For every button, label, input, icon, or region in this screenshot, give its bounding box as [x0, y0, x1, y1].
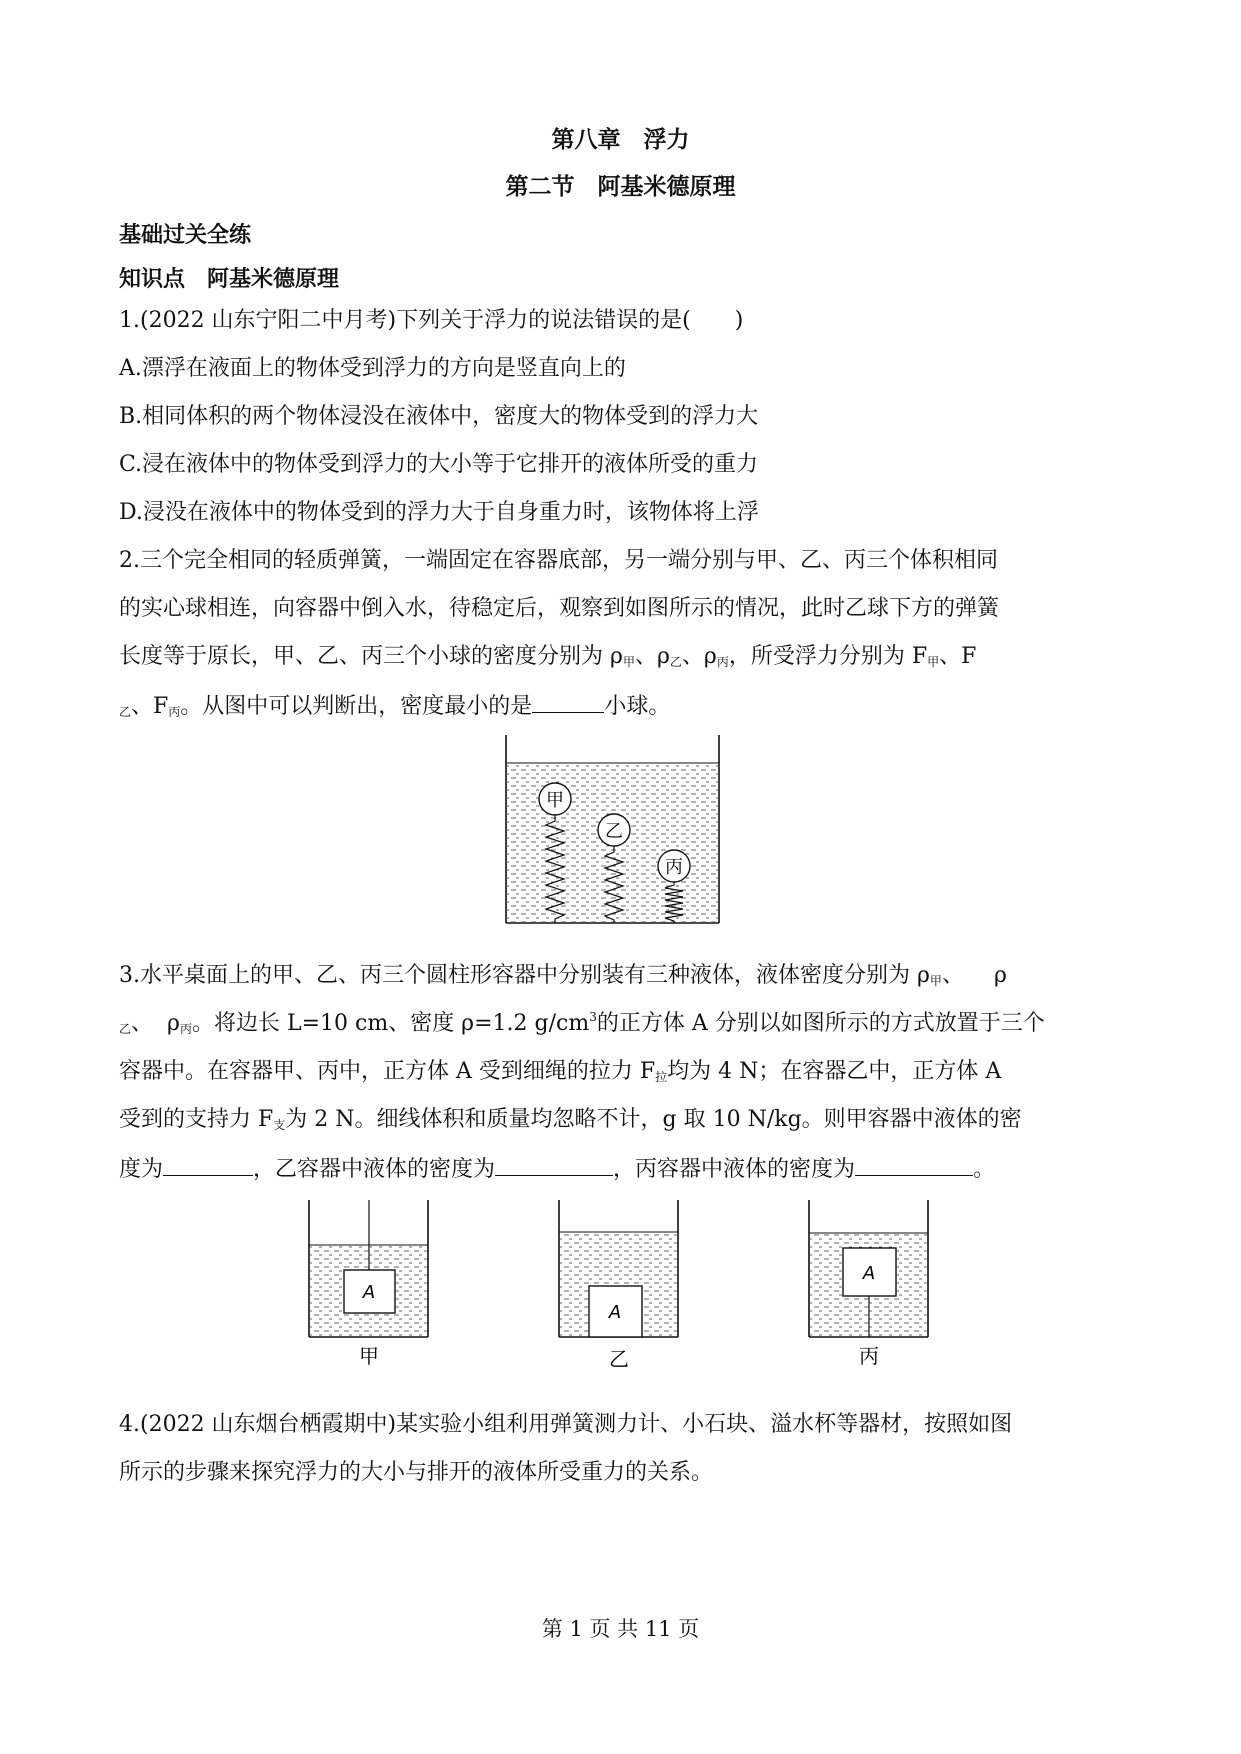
q1-option-d: D.浸没在液体中的物体受到的浮力大于自身重力时，该物体将上浮 [119, 500, 759, 525]
q3-text: 度为 [119, 1157, 164, 1182]
page-number: 第 1 页 共 11 页 [541, 1617, 700, 1641]
caption-bing: 丙 [859, 1344, 879, 1368]
q3-text: 。 [973, 1157, 996, 1182]
q2-line1: 2.三个完全相同的轻质弹簧，一端固定在容器底部，另一端分别与甲、乙、丙三个体积相同 [119, 548, 998, 573]
cube-a-label: A [862, 1263, 876, 1284]
q3-text: ρ [167, 1011, 180, 1036]
q3-text: 3.水平桌面上的甲、乙、丙三个圆柱形容器中分别装有三种液体，液体密度分别为 ρ [119, 963, 930, 988]
section-title: 第二节 阿基米德原理 [505, 174, 736, 200]
answer-blank-yi[interactable] [495, 1153, 613, 1176]
q1-option-b: B.相同体积的两个物体浸没在液体中，密度大的物体受到的浮力大 [119, 404, 759, 429]
subscript: 拉 [655, 1070, 668, 1084]
chapter-title: 第八章 浮力 [551, 127, 690, 153]
subscript: 丙 [179, 1022, 192, 1036]
q4-line2: 所示的步骤来探究浮力的大小与排开的液体所受重力的关系。 [119, 1460, 714, 1485]
q3-text: 。将边长 L=10 cm、密度 ρ=1.2 g/cm [191, 1011, 590, 1036]
q3-text: ρ [993, 963, 1007, 988]
caption-yi: 乙 [609, 1347, 629, 1371]
answer-blank[interactable] [532, 690, 604, 713]
q2-line4 [119, 690, 670, 724]
q3-text: 的正方体 A 分别以如图所示的方式放置于三个 [596, 1011, 1045, 1036]
q3-text: 均为 4 N；在容器乙中，正方体 A [667, 1059, 1002, 1084]
subscript: 甲 [622, 655, 635, 669]
q3-text: 容器中。在容器甲、丙中，正方体 A 受到细绳的拉力 F [119, 1059, 656, 1084]
q2-spring-container-figure [500, 735, 726, 927]
q2-text: 长度等于原长，甲、乙、丙三个小球的密度分别为 ρ [119, 644, 623, 669]
q3-line4 [119, 1105, 1022, 1137]
q3-container-bing-figure [803, 1200, 935, 1370]
cube-a-label: A [608, 1302, 622, 1323]
subscript: 乙 [669, 655, 682, 669]
answer-blank-bing[interactable] [855, 1153, 973, 1176]
q2-text: 、F [131, 694, 169, 719]
q3-line1 [119, 961, 1007, 993]
subscript: 丙 [716, 655, 729, 669]
q4-line1: 4.(2022 山东烟台栖霞期中)某实验小组利用弹簧测力计、小石块、溢水杯等器材，按照如图 [119, 1412, 1013, 1437]
exercise-heading: 基础过关全练 [119, 223, 252, 248]
q3-text: 、 [131, 1011, 154, 1036]
q3-line2 [119, 1009, 1045, 1041]
q2-text: ，所受浮力分别为 F [728, 644, 928, 669]
q3-line5 [119, 1153, 995, 1185]
q3-text: ，丙容器中液体的密度为 [613, 1157, 856, 1182]
q2-line2: 的实心球相连，向容器中倒入水，待稳定后，观察到如图所示的情况，此时乙球下方的弹簧 [119, 596, 1000, 621]
q3-text: 为 2 N。细线体积和质量均忽略不计，g 取 10 N/kg。则甲容器中液体的密 [285, 1107, 1022, 1132]
ball-yi-label: 乙 [605, 821, 623, 842]
subscript: 乙 [119, 1022, 132, 1036]
subscript: 支 [273, 1118, 286, 1132]
q2-text: 。从图中可以判断出，密度最小的是 [180, 694, 533, 719]
ball-jia-label: 甲 [546, 790, 564, 811]
q3-text: 受到的支持力 F [119, 1107, 274, 1132]
ball-bing-label: 丙 [665, 857, 683, 878]
q3-line3 [119, 1057, 1001, 1089]
cube-a-label: A [362, 1282, 376, 1303]
q2-text: 、F [939, 644, 977, 669]
q1-option-a: A.漂浮在液面上的物体受到浮力的方向是竖直向上的 [119, 356, 626, 381]
q3-container-jia-figure [303, 1200, 435, 1370]
q3-container-yi-figure [553, 1200, 685, 1372]
q1-option-c: C.浸在液体中的物体受到浮力的大小等于它排开的液体所受的重力 [119, 452, 759, 477]
subscript: 乙 [119, 705, 132, 719]
q1-stem: 1.(2022 山东宁阳二中月考)下列关于浮力的说法错误的是( ) [119, 308, 744, 333]
answer-blank-jia[interactable] [163, 1153, 253, 1176]
q2-text: 、ρ [681, 644, 717, 669]
superscript: 3 [589, 1010, 597, 1024]
subscript: 甲 [927, 655, 940, 669]
subscript: 甲 [929, 974, 942, 988]
q2-line3 [119, 642, 976, 674]
caption-jia: 甲 [359, 1344, 379, 1368]
q3-text: 、 [941, 963, 964, 988]
q3-text: ，乙容器中液体的密度为 [253, 1157, 496, 1182]
subscript: 丙 [168, 705, 181, 719]
q2-text: 、ρ [634, 644, 670, 669]
q2-text: 小球。 [604, 694, 671, 719]
knowledge-point-heading: 知识点 阿基米德原理 [119, 267, 340, 292]
